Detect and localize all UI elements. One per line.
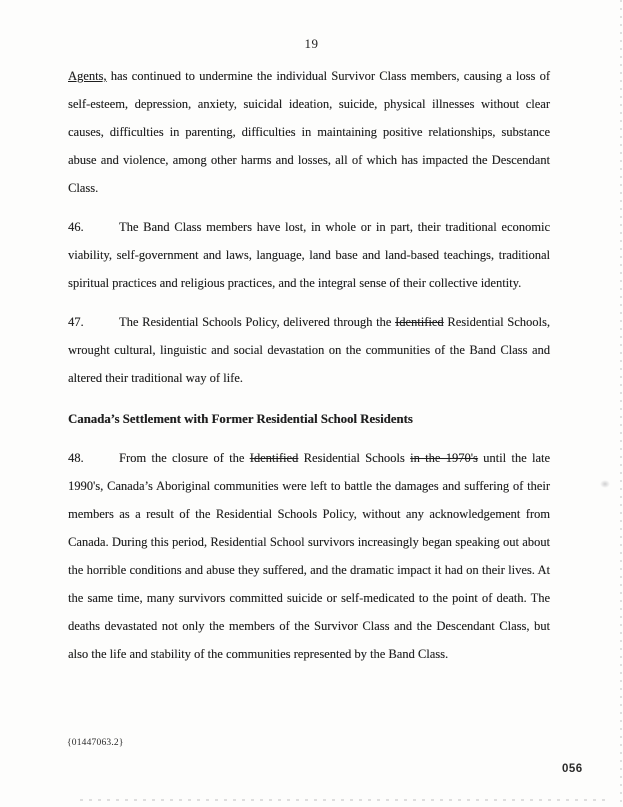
page-number: 19 <box>304 36 319 51</box>
text-segment: until the late 1990's, Canada’s Aboriginal communities were left to battle the damages and suffering of their members as a result of the Residential Schools Policy, without any acknowledgement from Canada. During this period, Residential School survivors increasingly began speaking out about the horrible conditions and abuse they suffered, and the dramatic impact it had on their lives. At the same time, many survivors committed suicide or self-medicated to the point of death. The deaths devastated not only the members of the Survivor Class and the Descendant Class, but also the life and stability of the communities represented by the Band Class. <box>68 451 551 661</box>
paragraph-number: 48. <box>68 451 84 465</box>
text-segment: The Band Class members have lost, in whole or in part, their traditional economic viability, self-government and laws, language, land base and land-based teachings, traditional spiritual practices and religious practices, and the integral sense of their collective identity. <box>68 220 550 290</box>
text-segment: has continued to undermine the individual Survivor Class members, causing a loss of self-esteem, depression, anxiety, suicidal ideation, suicide, physical illnesses without clear causes, difficulties in parenting, difficulties in maintaining positive relationships, substance abuse and violence, among other harms and losses, all of which has impacted the Descendant Class. <box>68 69 550 195</box>
paragraph-47 <box>68 308 550 392</box>
document-body <box>68 62 550 668</box>
struck-out-text: Identified <box>395 315 444 329</box>
paragraph-number: 47. <box>68 315 84 329</box>
struck-out-text: Identified <box>249 451 299 465</box>
text-segment: From the closure of the <box>119 451 250 465</box>
text-segment: Residential Schools <box>298 451 411 465</box>
docket-number: {01447063.2} <box>67 738 124 748</box>
struck-out-text: in the 1970's <box>410 451 478 465</box>
scan-artifact-smudge <box>600 480 610 488</box>
section-heading-canadas-settlement: Canada’s Settlement with Former Residential School Residents <box>68 412 413 426</box>
underlined-text: Agents, <box>68 69 107 83</box>
scan-artifact-bottom-edge <box>80 799 605 801</box>
paragraph-number: 46. <box>68 220 84 234</box>
text-segment: Residential Schools, wrought cultural, linguistic and social devastation on the communities of the Band Class and altered their traditional way of life. <box>68 315 550 385</box>
bates-stamp-number: 056 <box>562 763 583 775</box>
scan-artifact-right-edge <box>620 0 622 807</box>
paragraph-48 <box>68 444 550 668</box>
paragraph-46 <box>68 213 550 297</box>
paragraph-45-continued <box>68 62 550 202</box>
text-segment: The Residential Schools Policy, delivered through the <box>119 315 396 329</box>
